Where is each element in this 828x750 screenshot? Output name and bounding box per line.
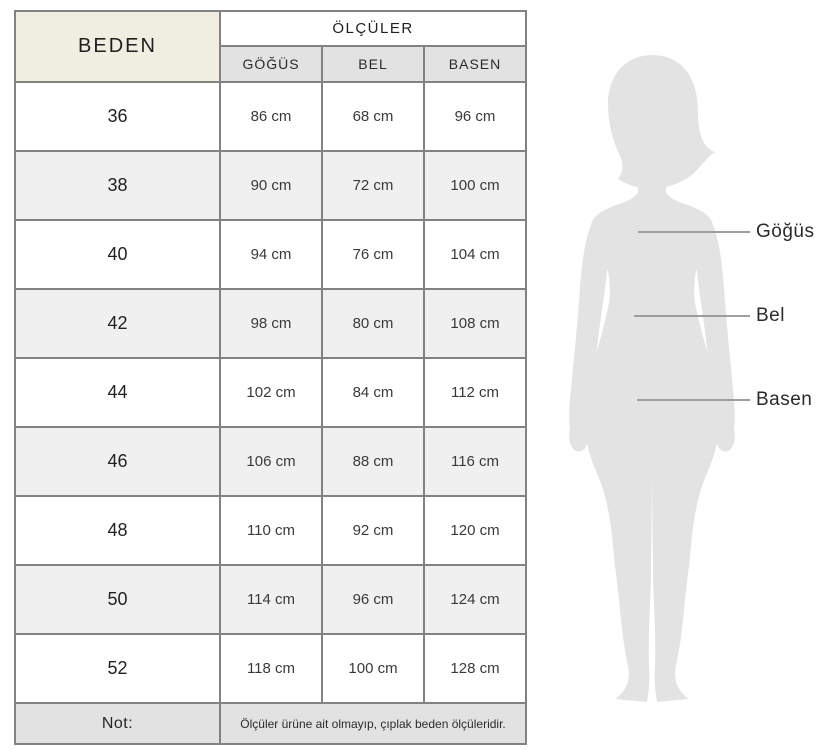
waist-cell: 92 cm xyxy=(322,496,424,565)
female-body-silhouette-icon xyxy=(558,48,748,708)
waist-cell: 72 cm xyxy=(322,151,424,220)
hip-column-header: BASEN xyxy=(424,46,526,82)
size-cell: 52 xyxy=(15,634,220,703)
chest-pointer-line xyxy=(638,231,750,233)
body-figure xyxy=(558,48,748,708)
waist-cell: 68 cm xyxy=(322,82,424,151)
table-row xyxy=(15,289,526,358)
size-cell: 36 xyxy=(15,82,220,151)
hip-cell: 116 cm xyxy=(424,427,526,496)
measures-header: ÖLÇÜLER xyxy=(220,11,526,46)
hip-cell: 120 cm xyxy=(424,496,526,565)
waist-cell: 96 cm xyxy=(322,565,424,634)
chest-cell: 94 cm xyxy=(220,220,322,289)
waist-cell: 80 cm xyxy=(322,289,424,358)
chest-cell: 110 cm xyxy=(220,496,322,565)
table-row xyxy=(15,358,526,427)
size-cell: 44 xyxy=(15,358,220,427)
waist-pointer-line xyxy=(634,315,750,317)
hip-cell: 96 cm xyxy=(424,82,526,151)
size-cell: 42 xyxy=(15,289,220,358)
size-cell: 40 xyxy=(15,220,220,289)
table-row xyxy=(15,151,526,220)
hip-cell: 112 cm xyxy=(424,358,526,427)
hip-cell: 108 cm xyxy=(424,289,526,358)
note-text: Ölçüler ürüne ait olmayıp, çıplak beden ölçüleridir. xyxy=(220,703,526,744)
table-row xyxy=(15,634,526,703)
size-cell: 48 xyxy=(15,496,220,565)
hip-cell: 104 cm xyxy=(424,220,526,289)
waist-column-header: BEL xyxy=(322,46,424,82)
note-row xyxy=(15,703,526,744)
size-cell: 46 xyxy=(15,427,220,496)
chest-cell: 114 cm xyxy=(220,565,322,634)
waist-cell: 88 cm xyxy=(322,427,424,496)
hip-pointer-line xyxy=(637,399,750,401)
waist-cell: 100 cm xyxy=(322,634,424,703)
hip-label: Basen xyxy=(756,389,813,410)
waist-cell: 76 cm xyxy=(322,220,424,289)
chest-label: Göğüs xyxy=(756,221,815,242)
table-row xyxy=(15,427,526,496)
note-label: Not: xyxy=(15,703,220,744)
size-chart-table xyxy=(14,10,527,745)
waist-cell: 84 cm xyxy=(322,358,424,427)
chest-column-header: GÖĞÜS xyxy=(220,46,322,82)
chest-cell: 102 cm xyxy=(220,358,322,427)
chest-cell: 86 cm xyxy=(220,82,322,151)
waist-label: Bel xyxy=(756,305,785,326)
table-row xyxy=(15,565,526,634)
chest-cell: 90 cm xyxy=(220,151,322,220)
chest-cell: 98 cm xyxy=(220,289,322,358)
chest-cell: 106 cm xyxy=(220,427,322,496)
table-row xyxy=(15,496,526,565)
size-cell: 50 xyxy=(15,565,220,634)
table-row xyxy=(15,82,526,151)
chest-cell: 118 cm xyxy=(220,634,322,703)
header-row-top xyxy=(15,11,526,46)
hip-cell: 128 cm xyxy=(424,634,526,703)
hip-cell: 100 cm xyxy=(424,151,526,220)
size-cell: 38 xyxy=(15,151,220,220)
table-row xyxy=(15,220,526,289)
size-column-header: BEDEN xyxy=(15,11,220,82)
hip-cell: 124 cm xyxy=(424,565,526,634)
